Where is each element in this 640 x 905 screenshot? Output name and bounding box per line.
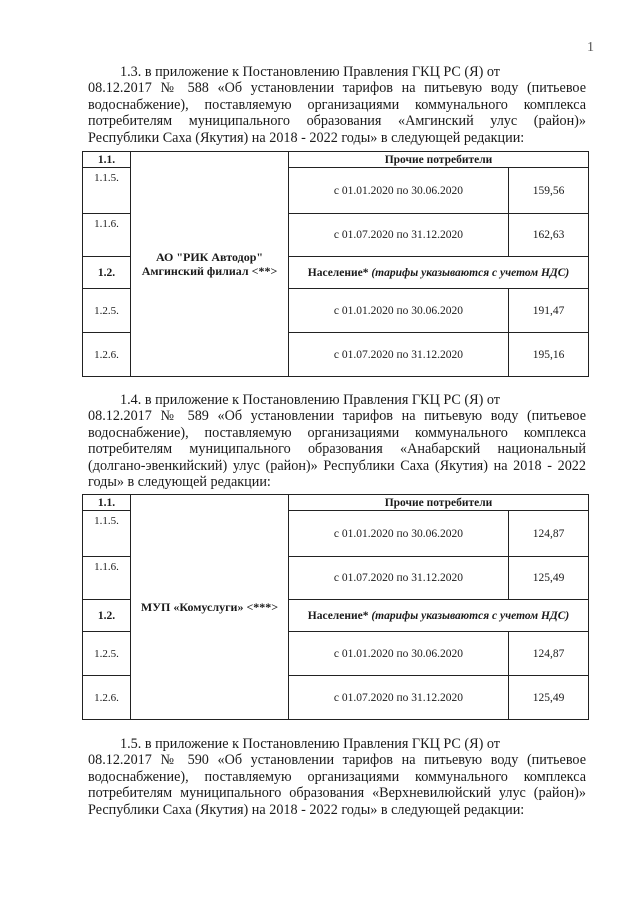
tariff-table-1-4 <box>82 494 589 720</box>
paragraph-first-line: 1.5. в приложение к Постановлению Правления ГКЦ РС (Я) от <box>120 736 501 752</box>
period-cell: с 01.01.2020 по 30.06.2020 <box>289 168 509 214</box>
period-cell: с 01.01.2020 по 30.06.2020 <box>289 289 509 333</box>
category-header: Прочие потребители <box>289 495 589 511</box>
tariff-value: 125,49 <box>509 676 589 720</box>
row-number: 1.2.5. <box>83 289 131 333</box>
row-number: 1.2.6. <box>83 333 131 377</box>
row-number: 1.1. <box>83 495 131 511</box>
row-number: 1.1.6. <box>83 557 131 600</box>
tariff-value: 191,47 <box>509 289 589 333</box>
paragraph-body: 08.12.2017 № 589 «Об установлении тарифов на питьевую воду (питьевое водоснабжение), поставляемую организациями коммунального комплекса потребителям муниципального образования «Анабарский национальный (долгано-эвенкийский) улус (район)» Республики Саха (Якутия) на 2018 - 2022 годы» в следующей редакции: <box>88 408 586 491</box>
paragraph-1-4 <box>88 392 586 490</box>
period-cell: с 01.07.2020 по 31.12.2020 <box>289 333 509 377</box>
category-header <box>289 257 589 289</box>
organization-name: АО "РИК Автодор" Амгинский филиал <**> <box>131 152 289 377</box>
row-number: 1.2. <box>83 600 131 632</box>
period-cell: с 01.07.2020 по 31.12.2020 <box>289 676 509 720</box>
row-number: 1.1.5. <box>83 511 131 557</box>
tariff-value: 159,56 <box>509 168 589 214</box>
tariff-value: 124,87 <box>509 511 589 557</box>
tariff-value: 125,49 <box>509 557 589 600</box>
organization-name: МУП «Комуслуги» <***> <box>131 495 289 720</box>
category-header <box>289 600 589 632</box>
row-number: 1.2.6. <box>83 676 131 720</box>
category-note: (тарифы указываются с учетом НДС) <box>371 609 570 622</box>
tariff-value: 124,87 <box>509 632 589 676</box>
paragraph-1-3 <box>88 64 586 146</box>
row-number: 1.1. <box>83 152 131 168</box>
paragraph-body: 08.12.2017 № 588 «Об установлении тарифов на питьевую воду (питьевое водоснабжение), поставляемую организациями коммунального комплекса потребителям муниципального образования «Амгинский улус (район)» Республики Саха (Якутия) на 2018 - 2022 годы» в следующей редакции: <box>88 80 586 146</box>
category-name: Население* <box>307 266 369 279</box>
period-cell: с 01.01.2020 по 30.06.2020 <box>289 511 509 557</box>
paragraph-first-line: 1.4. в приложение к Постановлению Правления ГКЦ РС (Я) от <box>120 392 501 408</box>
period-cell: с 01.07.2020 по 31.12.2020 <box>289 557 509 600</box>
paragraph-first-line: 1.3. в приложение к Постановлению Правления ГКЦ РС (Я) от <box>120 64 501 80</box>
row-number: 1.1.5. <box>83 168 131 214</box>
category-note: (тарифы указываются с учетом НДС) <box>371 266 570 279</box>
category-header: Прочие потребители <box>289 152 589 168</box>
row-number: 1.2.5. <box>83 632 131 676</box>
paragraph-body: 08.12.2017 № 590 «Об установлении тарифов на питьевую воду (питьевое водоснабжение), поставляемую организациями коммунального комплекса потребителям муниципального образования «Верхневилюйский улус (район)» Республики Саха (Якутия) на 2018 - 2022 годы» в следующей редакции: <box>88 752 586 818</box>
category-name: Население* <box>307 609 369 622</box>
paragraph-1-5 <box>88 736 586 818</box>
tariff-table-1-3 <box>82 151 589 377</box>
row-number: 1.1.6. <box>83 214 131 257</box>
tariff-value: 162,63 <box>509 214 589 257</box>
tariff-value: 195,16 <box>509 333 589 377</box>
row-number: 1.2. <box>83 257 131 289</box>
page-mark: 1 <box>587 40 594 55</box>
period-cell: с 01.07.2020 по 31.12.2020 <box>289 214 509 257</box>
period-cell: с 01.01.2020 по 30.06.2020 <box>289 632 509 676</box>
